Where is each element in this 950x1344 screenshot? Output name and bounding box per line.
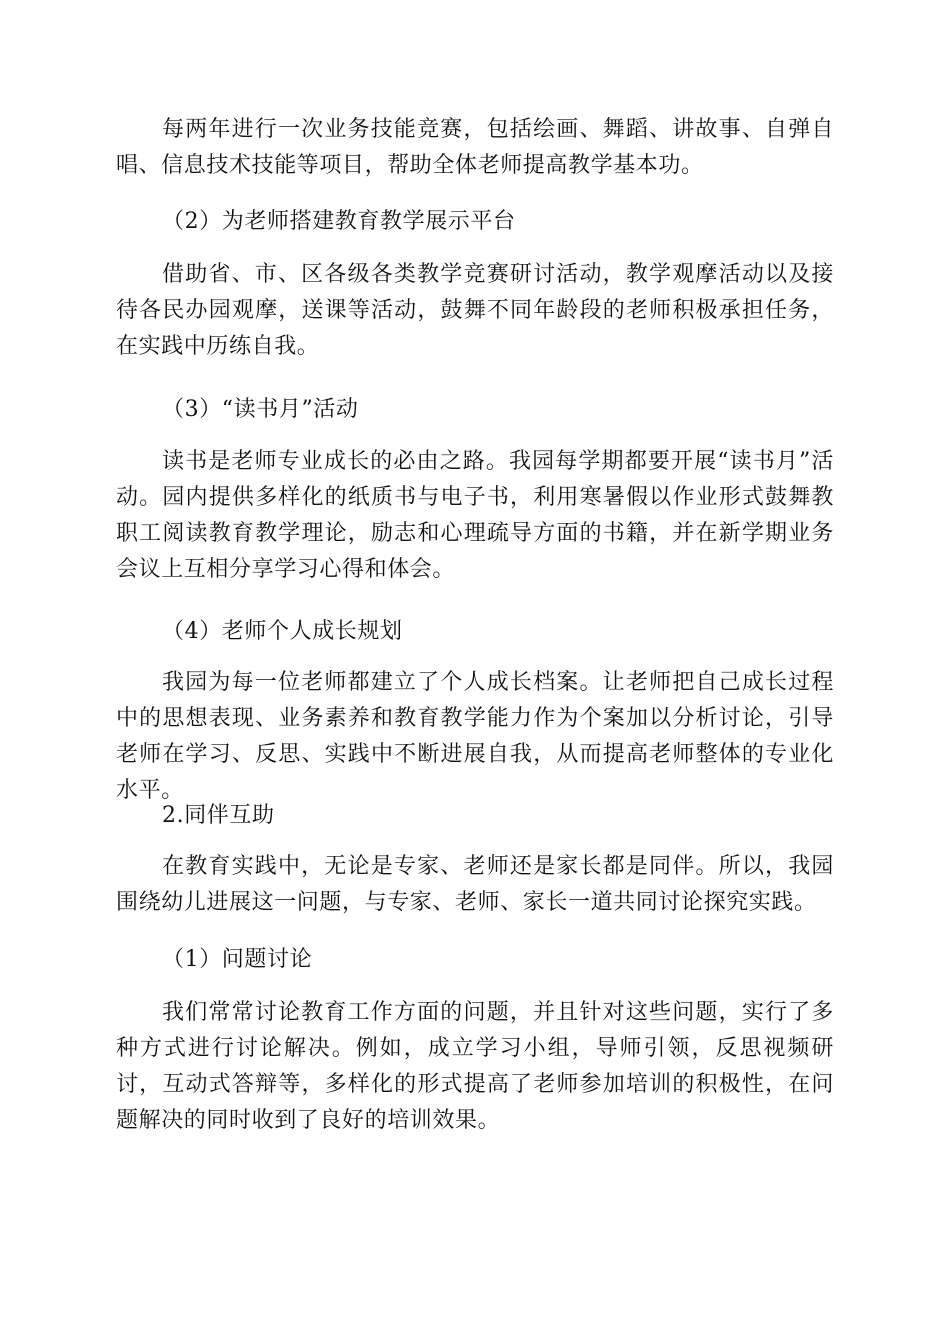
paragraph-problem-discussion: 我们常常讨论教育工作方面的问题，并且针对这些问题，实行了多种方式进行讨论解决。例如，成立学习小组，导师引领，反思视频研讨，互动式答辩等，多样化的形式提高了老师参加培训的积极性，在问题解决的同时收到了良好的培训效果。 [116,1000,834,1133]
paragraph-teaching-platform: 借助省、市、区各级各类教学竞赛研讨活动，教学观摩活动以及接待各民办园观摩，送课等活动，鼓舞不同年龄段的老师积极承担任务，在实践中历练自我。 [116,262,834,359]
heading-teaching-platform: （2）为老师搭建教育教学展示平台 [162,209,516,234]
paragraph-skill-competition: 每两年进行一次业务技能竞赛，包括绘画、舞蹈、讲故事、自弹自唱、信息技术技能等项目，帮助全体老师提高教学基本功。 [116,117,834,178]
heading-reading-month: （3）“读书月”活动 [162,397,359,422]
paragraph-peer-support: 在教育实践中，无论是专家、老师还是家长都是同伴。所以，我园围绕幼儿进展这一问题，与专家、老师、家长一道共同讨论探究实践。 [116,854,834,915]
heading-peer-support: 2.同伴互助 [162,803,275,828]
paragraph-growth-plan: 我园为每一位老师都建立了个人成长档案。让老师把自己成长过程中的思想表现、业务素养和教育教学能力作为个案加以分析讨论，引导老师在学习、反思、实践中不断进展自我，从而提高老师整体的专业化水平。 [116,670,834,803]
heading-problem-discussion: （1）问题讨论 [162,947,313,972]
heading-growth-plan: （4）老师个人成长规划 [162,619,403,644]
paragraph-reading-month: 读书是老师专业成长的必由之路。我园每学期都要开展“读书月”活动。园内提供多样化的纸质书与电子书，利用寒暑假以作业形式鼓舞教职工阅读教育教学理论，励志和心理疏导方面的书籍，并在新学期业务会议上互相分享学习心得和体会。 [116,449,834,582]
